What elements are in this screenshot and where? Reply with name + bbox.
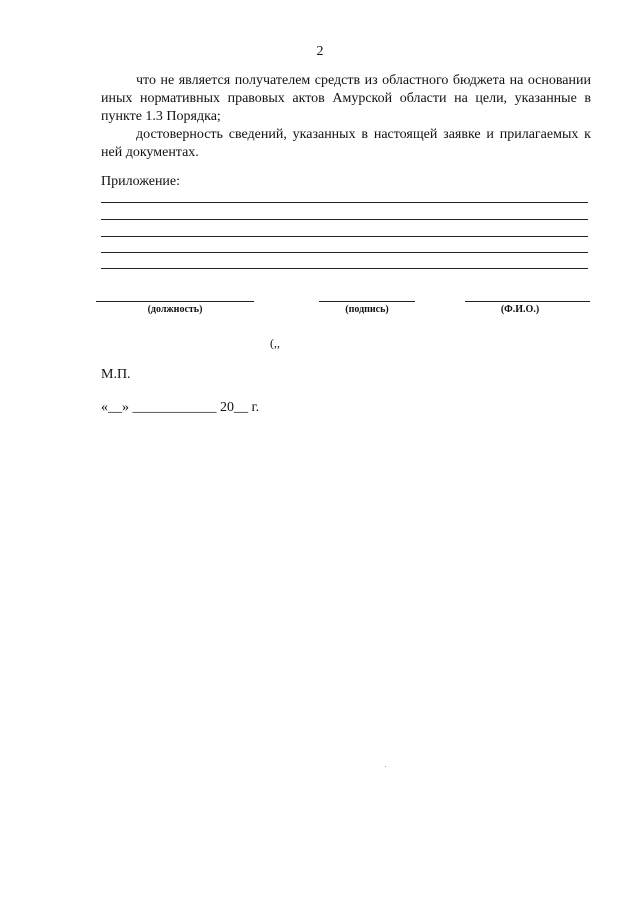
- name-signature-line: [465, 301, 590, 302]
- attachment-blank-line-3: [101, 236, 588, 237]
- name-caption: (Ф.И.О.): [500, 304, 540, 315]
- attachment-blank-line-1: [101, 202, 588, 203]
- stray-mark: (,,: [270, 336, 280, 350]
- signature-line: [319, 301, 415, 302]
- attachment-label: Приложение:: [101, 174, 181, 189]
- attachment-blank-line-4: [101, 252, 588, 253]
- position-caption: (должность): [147, 304, 203, 315]
- paragraph-data-accuracy: достоверность сведений, указанных в настоящей заявке и прилагаемых к ней документах.: [101, 127, 591, 160]
- scan-speck: [385, 766, 386, 767]
- position-signature-line: [96, 301, 254, 302]
- paragraph-not-recipient: что не является получателем средств из областного бюджета на основании иных нормативных правовых актов Амурской области на цели, указанные в пункте 1.3 Порядка;: [101, 73, 591, 124]
- attachment-blank-line-5: [101, 268, 588, 269]
- page-number: 2: [316, 44, 324, 59]
- stamp-label: М.П.: [101, 367, 131, 382]
- body-text: [101, 72, 591, 162]
- date-line: «__» ____________ 20__ г.: [101, 400, 260, 415]
- signature-caption: (подпись): [345, 304, 389, 315]
- attachment-blank-line-2: [101, 219, 588, 220]
